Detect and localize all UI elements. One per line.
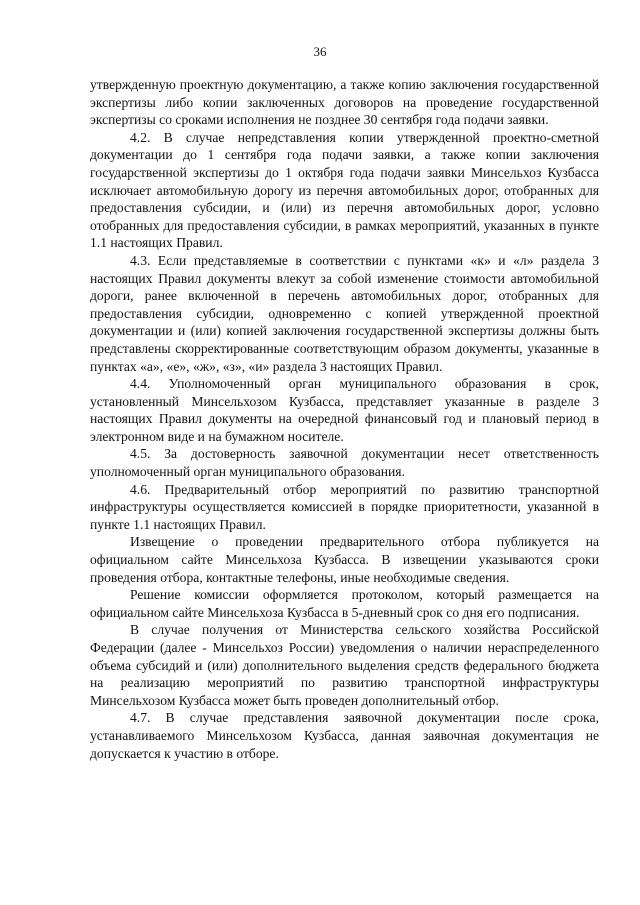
- paragraph-4-4: 4.4. Уполномоченный орган муниципального образования в срок, установленный Минсельхозом Кузбасса, представляет указанные в разделе 3 настоящих Правил документы на очередной финансовый год и плановый период в электронном виде и на бумажном носителе.: [90, 376, 599, 444]
- paragraph-4-5: 4.5. За достоверность заявочной документации несет ответственность уполномоченный орган муниципального образования.: [90, 446, 599, 480]
- paragraph-4-7: 4.7. В случае представления заявочной документации после срока, устанавливаемого Минсельхозом Кузбасса, данная заявочная документация не допускается к участию в отборе.: [90, 710, 599, 761]
- paragraph-4-2: 4.2. В случае непредставления копии утвержденной проектно-сметной документации до 1 сентября года подачи заявки, а также копии заключения государственной экспертизы до 1 октября года подачи заявки Минсельхоз Кузбасса исключает автомобильную дорогу из перечня автомобильных дорог, отобранных для предоставления субсидии, и (или) из перечня автомобильных дорог, условно отобранных для предоставления субсидии, в рамках мероприятий, указанных в пункте 1.1 настоящих Правил.: [90, 129, 599, 251]
- paragraph-decision: Решение комиссии оформляется протоколом, который размещается на официальном сайте Минсельхоза Кузбасса в 5-дневный срок со дня его подписания.: [90, 587, 599, 620]
- paragraph-4-3: 4.3. Если представляемые в соответствии с пунктами «к» и «л» раздела 3 настоящих Правил документы влекут за собой изменение стоимости автомобильной дороги, ранее включенной в перечень автомобильных дорог, отобранных для предоставления субсидии, одновременно с копией утвержденной проектной документации и (или) копией заключения государственной экспертизы должны быть представлены скорректированные соответствующим образом документы, указанные в пунктах «а», «е», «ж», «з», «и» раздела 3 настоящих Правил.: [90, 252, 599, 374]
- paragraph-4-6: 4.6. Предварительный отбор мероприятий по развитию транспортной инфраструктуры осуществляется комиссией в порядке приоритетности, указанной в пункте 1.1 настоящих Правил.: [90, 481, 599, 532]
- document-body: [90, 76, 599, 762]
- paragraph-continuation: утвержденную проектную документацию, а также копию заключения государственной экспертизы либо копии заключенных договоров на проведение государственной экспертизы со сроками исполнения не позднее 30 сентября года подачи заявки.: [90, 77, 599, 128]
- page-number: 36: [313, 44, 327, 59]
- paragraph-notice: Извещение о проведении предварительного отбора публикуется на официальном сайте Минсельхоза Кузбасса. В извещении указываются сроки проведения отбора, контактные телефоны, иные необходимые сведения.: [90, 534, 599, 585]
- paragraph-additional-selection: В случае получения от Министерства сельского хозяйства Российской Федерации (далее - Минсельхоз России) уведомления о наличии нераспределенного объема субсидий и (или) дополнительного выделения средств федерального бюджета на реализацию мероприятий по развитию транспортной инфраструктуры Минсельхозом Кузбасса может быть проведен дополнительный отбор.: [90, 622, 599, 708]
